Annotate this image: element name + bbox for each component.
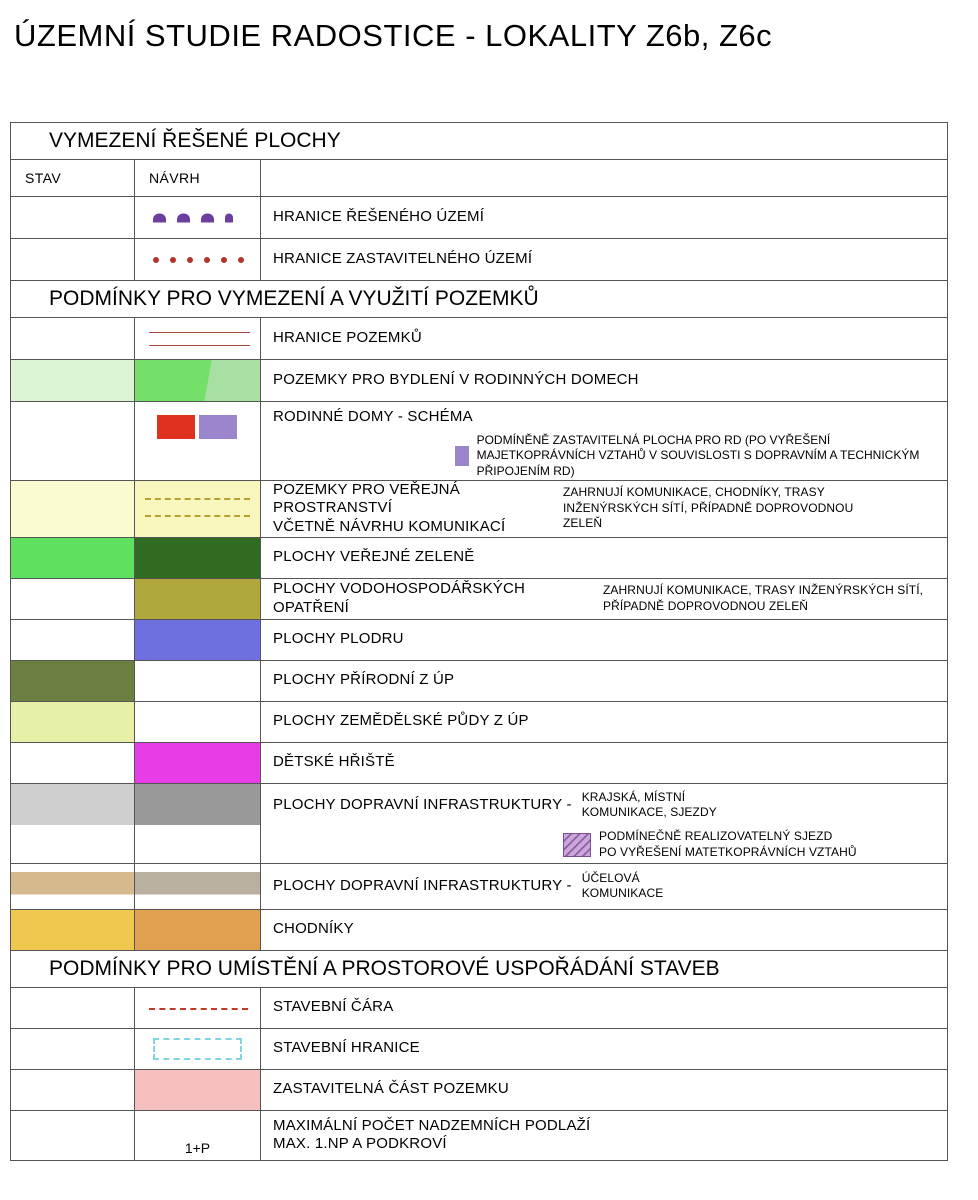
legend-row-zemedelske (11, 702, 947, 743)
swatch-stav-empty (11, 743, 135, 783)
legend-table (10, 122, 948, 1161)
purple-dash-icon (153, 213, 243, 222)
legend-label-cell (261, 197, 947, 238)
swatch-navrh-doprava2 (135, 864, 261, 909)
swatch-stav-prirodni (11, 661, 135, 701)
legend-note-line1: ÚČELOVÁ (581, 870, 640, 885)
legend-note-line2: KOMUNIKACE (581, 886, 664, 901)
swatch-stav-chodniky (11, 910, 135, 950)
legend-label: CHODNÍKY (273, 920, 354, 938)
swatch-navrh-stavebni-cara (135, 988, 261, 1028)
swatch-navrh-bydleni (135, 360, 261, 401)
legend-label-cell (261, 481, 947, 537)
legend-label: HRANICE POZEMKŮ (273, 329, 422, 347)
section-header-vymezeni: VYMEZENÍ ŘEŠENÉ PLOCHY (11, 123, 947, 160)
swatch-navrh-voda (135, 579, 261, 619)
swatch-navrh-rd (135, 402, 261, 480)
column-header-row (11, 160, 947, 197)
swatch-stav-verejna (11, 481, 135, 537)
swatch-stav-empty (11, 988, 135, 1028)
legend-row-verejna-zelen (11, 538, 947, 579)
section-header-podminky-umisteni: PODMÍNKY PRO UMÍSTĚNÍ A PROSTOROVÉ USPOŘÁDÁNÍ STAVEB (11, 951, 947, 988)
legend-label-cell (261, 1029, 947, 1069)
column-header-stav (11, 160, 135, 196)
swatch-stav-zemedelske (11, 702, 135, 742)
swatch-navrh-hriste (135, 743, 261, 783)
parcel-line-icon (149, 332, 250, 333)
column-header-navrh (135, 160, 261, 196)
swatch-navrh-zelen (135, 538, 261, 578)
swatch-stav-doprava2 (11, 864, 135, 909)
legend-note: ZAHRNUJÍ KOMUNIKACE, TRASY INŽENÝRSKÝCH SÍTÍ, PŘÍPADNĚ DOPROVODNOU ZELEŇ (603, 583, 924, 613)
legend-row-hranice-pozemku (11, 318, 947, 360)
swatch-navrh-purple-dash (135, 197, 261, 238)
legend-row-hranice-reseneho-uzemi (11, 197, 947, 239)
swatch-stav-empty (11, 1029, 135, 1069)
legend-label: PLOCHY VODOHOSPODÁŘSKÝCH OPATŘENÍ (273, 580, 526, 616)
legend-row-chodniky (11, 910, 947, 951)
swatch-navrh-zastavitelna (135, 1070, 261, 1110)
swatch-stav-empty (11, 579, 135, 619)
swatch-stav-empty (11, 318, 135, 359)
legend-note2-line1: PODMÍNEČNĚ REALIZOVATELNÝ SJEZD (599, 828, 833, 843)
verejna-dash-icon (145, 515, 250, 517)
swatch-navrh-empty (135, 702, 261, 742)
swatch-stav-empty (11, 197, 135, 238)
legend-label: STAVEBNÍ ČÁRA (273, 998, 394, 1016)
swatch-navrh-red-dots (135, 239, 261, 280)
column-header-spacer (261, 160, 947, 196)
legend-label: ZASTAVITELNÁ ČÁST POZEMKU (273, 1080, 509, 1098)
legend-label-cell (261, 784, 947, 863)
legend-row-bydleni (11, 360, 947, 402)
legend-label-cell (261, 239, 947, 280)
legend-label-cell (261, 988, 947, 1028)
legend-note: ZAHRNUJÍ KOMUNIKACE, CHODNÍKY, TRASY INŽENÝRSKÝCH SÍTÍ, PŘÍPADNĚ DOPROVODNOU ZELEŇ (563, 485, 854, 531)
legend-label: POZEMKY PRO BYDLENÍ V RODINNÝCH DOMECH (273, 371, 639, 389)
legend-label: HRANICE ZASTAVITELNÉHO ÚZEMÍ (273, 250, 533, 268)
swatch-navrh-podlazi (135, 1111, 261, 1160)
legend-label-line2: VČETNĚ NÁVRHU KOMUNIKACÍ (273, 518, 506, 536)
legend-label: PLOCHY DOPRAVNÍ INFRASTRUKTURY - (273, 796, 572, 813)
legend-label-cell (261, 910, 947, 950)
legend-label-cell (261, 538, 947, 578)
swatch-navrh-empty (135, 661, 261, 701)
page-title: ÚZEMNÍ STUDIE RADOSTICE - LOKALITY Z6b, Z6c (14, 18, 773, 53)
legend-label-cell (261, 579, 947, 619)
stav-label: STAV (25, 170, 62, 186)
legend-note: PODMÍNĚNĚ ZASTAVITELNÁ PLOCHA PRO RD (PO VYŘEŠENÍ MAJETKOPRÁVNÍCH VZTAHŮ V SOUVISLOSTI S DOPRAVNÍM A TECHNICKÝM PŘIPOJENÍM RD) (476, 432, 920, 478)
legend-row-prirodni (11, 661, 947, 702)
legend-row-stavebni-cara (11, 988, 947, 1029)
legend-row-vodohospodarske (11, 579, 947, 620)
swatch-stav-doprava (11, 784, 135, 863)
swatch-stav-bydleni (11, 360, 135, 401)
swatch-stav-zelen (11, 538, 135, 578)
legend-label-cell (261, 661, 947, 701)
podlazi-value: 1+P (184, 1139, 211, 1156)
legend-row-detske-hriste (11, 743, 947, 784)
swatch-stav-empty (11, 620, 135, 660)
parcel-line-icon (149, 345, 250, 346)
swatch-navrh-plodru (135, 620, 261, 660)
hatched-swatch (563, 833, 591, 857)
legend-label-cell (261, 360, 947, 401)
legend-row-zastavitelna-cast (11, 1070, 947, 1111)
legend-label-line2: MAX. 1.NP A PODKROVÍ (273, 1135, 447, 1153)
navrh-label: NÁVRH (149, 170, 201, 186)
legend-row-doprava-krajska (11, 784, 947, 864)
legend-label-cell (261, 402, 947, 480)
legend-label: STAVEBNÍ HRANICE (273, 1039, 420, 1057)
rd-red-swatch (157, 415, 195, 439)
legend-label-cell (261, 864, 947, 909)
swatch-stav-empty (11, 239, 135, 280)
legend-label-cell (261, 318, 947, 359)
legend-row-plodru (11, 620, 947, 661)
swatch-stav-empty (11, 1111, 135, 1160)
swatch-navrh-verejna (135, 481, 261, 537)
legend-label-cell (261, 702, 947, 742)
verejna-dash-icon (145, 498, 250, 500)
swatch-navrh-chodniky (135, 910, 261, 950)
legend-row-hranice-zastavitelneho-uzemi (11, 239, 947, 281)
legend-label: HRANICE ŘEŠENÉHO ÚZEMÍ (273, 208, 485, 226)
swatch-stav-empty (11, 1070, 135, 1110)
legend-note-row (273, 433, 947, 480)
legend-row-stavebni-hranice (11, 1029, 947, 1070)
rd-purple-note-swatch (455, 446, 469, 466)
swatch-navrh-stavebni-hranice (135, 1029, 261, 1069)
rd-purple-swatch (199, 415, 237, 439)
legend-label-cell (261, 1070, 947, 1110)
red-dots-icon (153, 239, 245, 280)
legend-label-cell (261, 1111, 947, 1160)
legend-label-line1: POZEMKY PRO VEŘEJNÁ PROSTRANSTVÍ (273, 480, 460, 517)
swatch-stav-empty (11, 402, 135, 480)
swatch-navrh-doprava (135, 784, 261, 863)
legend-row-pocet-podlazi (11, 1111, 947, 1161)
legend-label: PLOCHY PLODRU (273, 630, 404, 648)
section-header-podminky-vymezeni: PODMÍNKY PRO VYMEZENÍ A VYUŽITÍ POZEMKŮ (11, 281, 947, 318)
legend-note-line1: KRAJSKÁ, MÍSTNÍ (581, 789, 686, 804)
legend-note2-line2: PO VYŘEŠENÍ MATETKOPRÁVNÍCH VZTAHŮ (599, 844, 857, 859)
legend-row-rodinne-domy (11, 402, 947, 481)
legend-label: PLOCHY VEŘEJNÉ ZELENĚ (273, 548, 475, 566)
legend-row-verejna-prostranstvi (11, 481, 947, 538)
legend-label: PLOCHY ZEMĚDĚLSKÉ PŮDY Z ÚP (273, 712, 529, 730)
swatch-navrh-parcel-lines (135, 318, 261, 359)
legend-label-cell (261, 743, 947, 783)
legend-row-doprava-ucelova (11, 864, 947, 910)
legend-label: RODINNÉ DOMY - SCHÉMA (273, 408, 473, 425)
legend-label: DĚTSKÉ HŘIŠTĚ (273, 753, 395, 771)
legend-label: PLOCHY PŘÍRODNÍ Z ÚP (273, 671, 455, 689)
legend-label-line1: MAXIMÁLNÍ POČET NADZEMNÍCH PODLAŽÍ (273, 1116, 591, 1134)
building-border-icon (153, 1038, 242, 1060)
legend-label-cell (261, 620, 947, 660)
building-line-icon (149, 1008, 248, 1010)
legend-label: PLOCHY DOPRAVNÍ INFRASTRUKTURY - (273, 876, 572, 894)
legend-note-line2: KOMUNIKACE, SJEZDY (581, 805, 717, 820)
